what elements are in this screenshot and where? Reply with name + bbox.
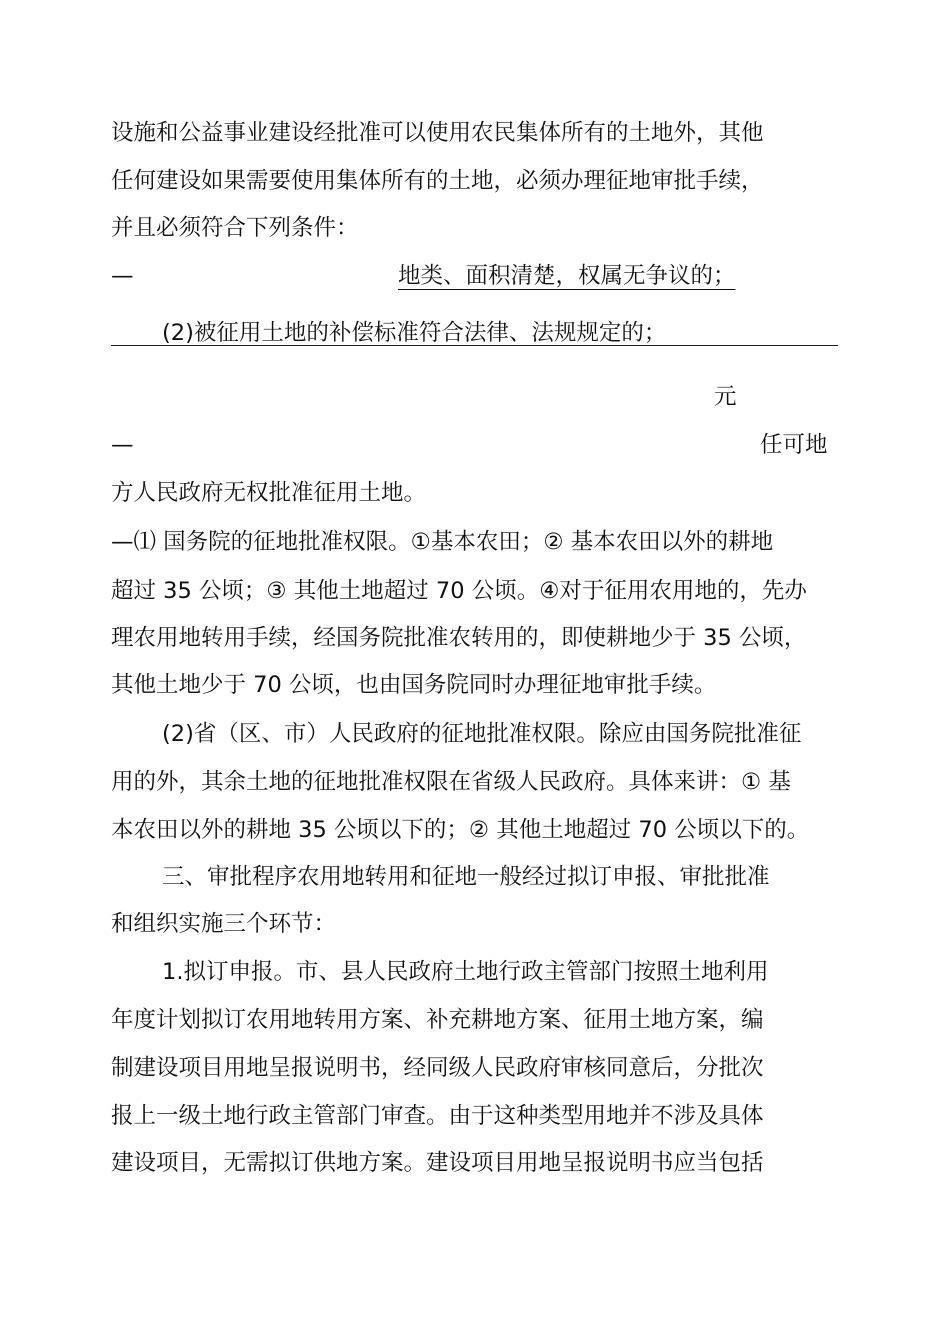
divider-line: [111, 345, 838, 346]
text-line: 1.拟订申报。市、县人民政府土地行政主管部门按照土地利用: [162, 959, 769, 985]
text-line: 设施和公益事业建设经批准可以使用农民集体所有的土地外，其他: [111, 120, 764, 146]
section-heading: 三、审批程序农用地转用和征地一般经过拟订申报、审批批准: [162, 864, 770, 890]
text-line: 和组织实施三个环节：: [111, 911, 337, 937]
text-line: 任何建设如果需要使用集体所有的土地，必须办理征地审批手续，: [111, 168, 764, 194]
text-line: 超过 35 公顷；③ 其他土地超过 70 公顷。④对于征用农用地的，先办: [111, 578, 807, 604]
text-line: 年度计划拟订农用地转用方案、补充耕地方案、征用土地方案，编: [111, 1007, 764, 1033]
text-line: 报上一级土地行政主管部门审查。由于这种类型用地并不涉及具体: [111, 1103, 764, 1129]
condition-2-text: (2)被征用土地的补偿标准符合法律、法规规定的；: [162, 320, 667, 346]
dash-mark: —: [111, 432, 134, 458]
text-line: 制建设项目用地呈报说明书，经同级人民政府审核同意后，分批次: [111, 1055, 764, 1081]
text-fragment: 任可地: [760, 432, 828, 458]
text-line: 用的外，其余土地的征地批准权限在省级人民政府。具体来讲：① 基: [111, 769, 791, 795]
text-line: 其他土地少于 70 公顷，也由国务院同时办理征地审批手续。: [111, 672, 717, 698]
text-line: 建设项目，无需拟订供地方案。建设项目用地呈报说明书应当包括: [111, 1150, 764, 1176]
text-line: 方人民政府无权批准征用土地。: [111, 480, 427, 506]
text-line: (2)省（区、市）人民政府的征地批准权限。除应由国务院批准征: [162, 721, 802, 747]
condition-1-text: 地类、面积清楚，权属无争议的；: [398, 263, 736, 289]
text-line: 本农田以外的耕地 35 公顷以下的；② 其他土地超过 70 公顷以下的。: [111, 817, 810, 843]
text-line: 并且必须符合下列条件：: [111, 215, 359, 241]
text-fragment: 元: [714, 384, 737, 410]
text-line: —⑴ 国务院的征地批准权限。①基本农田；② 基本农田以外的耕地: [111, 529, 774, 555]
dash-mark: —: [111, 263, 134, 289]
text-line: 理农用地转用手续，经国务院批准农转用的，即使耕地少于 35 公顷，: [111, 625, 807, 651]
